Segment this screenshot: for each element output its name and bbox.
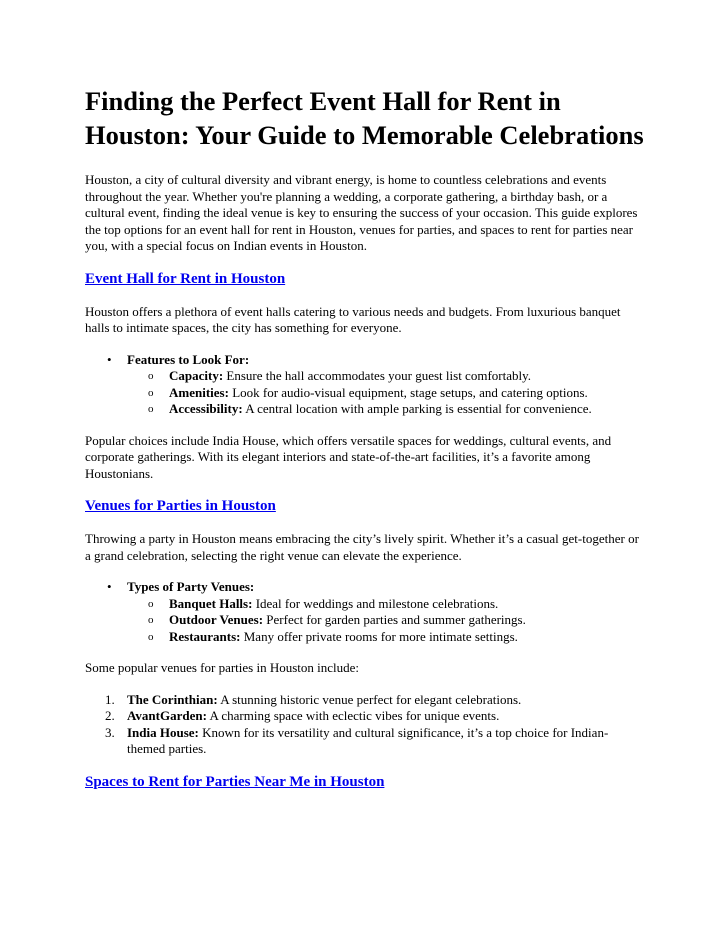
item-text: Perfect for garden parties and summer gatherings. — [263, 612, 526, 627]
document-page — [85, 84, 645, 807]
popular-choices-paragraph: Popular choices include India House, which offers versatile spaces for weddings, cultural events, and corporate gatherings. With its elegant interiors and state-of-the-art facilities, it’s a favorite among Houstonians. — [85, 432, 612, 481]
features-label: Features to Look For: — [127, 351, 250, 367]
bullet-icon: • — [107, 579, 112, 594]
circle-bullet-icon: o — [148, 630, 154, 643]
list-item — [127, 385, 645, 402]
features-sublist — [127, 368, 645, 418]
venue-types-sublist — [127, 596, 645, 646]
popular-venues-list — [85, 692, 645, 758]
popular-venues-intro: Some popular venues for parties in Houston include: — [85, 660, 360, 675]
item-text: Many offer private rooms for more intimate settings. — [240, 628, 518, 644]
spaces-link[interactable]: Spaces to Rent for Parties Near Me in Houston — [85, 773, 385, 790]
circle-bullet-icon: o — [148, 403, 154, 415]
item-number: 2. — [105, 708, 115, 723]
item-text: Look for audio-visual equipment, stage setups, and catering options. — [228, 384, 588, 400]
venues-link[interactable]: Venues for Parties in Houston — [85, 498, 276, 514]
list-item — [85, 708, 645, 725]
list-item — [127, 596, 645, 613]
venues-paragraph: Throwing a party in Houston means embracing the city’s lively spirit. Whether it’s a casual get-together or a grand celebration, selecting the right venue can elevate the experience. — [85, 531, 639, 563]
venue-types-label: Types of Party Venues: — [127, 579, 255, 594]
section-heading-spaces — [85, 773, 645, 791]
list-item — [85, 692, 645, 709]
list-item — [85, 352, 645, 418]
intro-paragraph: Houston, a city of cultural diversity and vibrant energy, is home to countless celebrations and events throughout the year. Whether you're planning a wedding, a corporate gathering, a birthday bash, or a cultural event, finding the ideal venue is key to ensuring the success of your occasion. This guide explores the top options for an event hall for rent in Houston, venues for parties, and spaces to rent for parties near you, with a special focus on Indian events in Houston. — [85, 172, 638, 253]
item-label: Outdoor Venues: — [169, 612, 264, 627]
list-item — [85, 579, 645, 645]
item-label: India House: — [127, 724, 199, 740]
item-number: 3. — [105, 724, 115, 740]
list-item — [85, 725, 645, 758]
item-label: Amenities: — [169, 384, 229, 400]
item-number: 1. — [105, 691, 115, 707]
bullet-icon: • — [107, 351, 112, 367]
item-label: AvantGarden: — [127, 708, 207, 723]
list-item — [127, 368, 645, 385]
features-list — [85, 352, 645, 418]
item-label: The Corinthian: — [127, 691, 218, 707]
item-label: Accessibility: — [169, 401, 243, 416]
page-title: Finding the Perfect Event Hall for Rent in Houston: Your Guide to Memorable Celebrations — [85, 86, 644, 150]
event-hall-paragraph: Houston offers a plethora of event halls catering to various needs and budgets. From luxurious banquet halls to intimate spaces, the city has something for everyone. — [85, 303, 621, 335]
section-heading-venues — [85, 497, 645, 515]
section-heading-event-hall — [85, 270, 645, 288]
item-text: A stunning historic venue perfect for elegant celebrations. — [217, 691, 522, 707]
item-label: Restaurants: — [169, 628, 241, 644]
list-item — [127, 401, 645, 418]
item-text: A central location with ample parking is essential for convenience. — [242, 401, 592, 416]
circle-bullet-icon: o — [148, 597, 154, 610]
circle-bullet-icon: o — [148, 386, 154, 399]
event-hall-link[interactable]: Event Hall for Rent in Houston — [85, 270, 286, 287]
item-label: Banquet Halls: — [169, 595, 253, 611]
venue-types-list — [85, 579, 645, 645]
item-text: Ensure the hall accommodates your guest list comfortably. — [223, 368, 531, 383]
item-text: A charming space with eclectic vibes for unique events. — [206, 708, 500, 723]
item-text: Ideal for weddings and milestone celebrations. — [252, 595, 499, 611]
circle-bullet-icon: o — [148, 370, 154, 382]
list-item — [127, 629, 645, 646]
list-item — [127, 612, 645, 629]
item-label: Capacity: — [169, 368, 224, 383]
item-text: Known for its versatility and cultural significance, it’s a top choice for Indian-themed parties. — [127, 724, 609, 756]
circle-bullet-icon: o — [148, 614, 154, 626]
